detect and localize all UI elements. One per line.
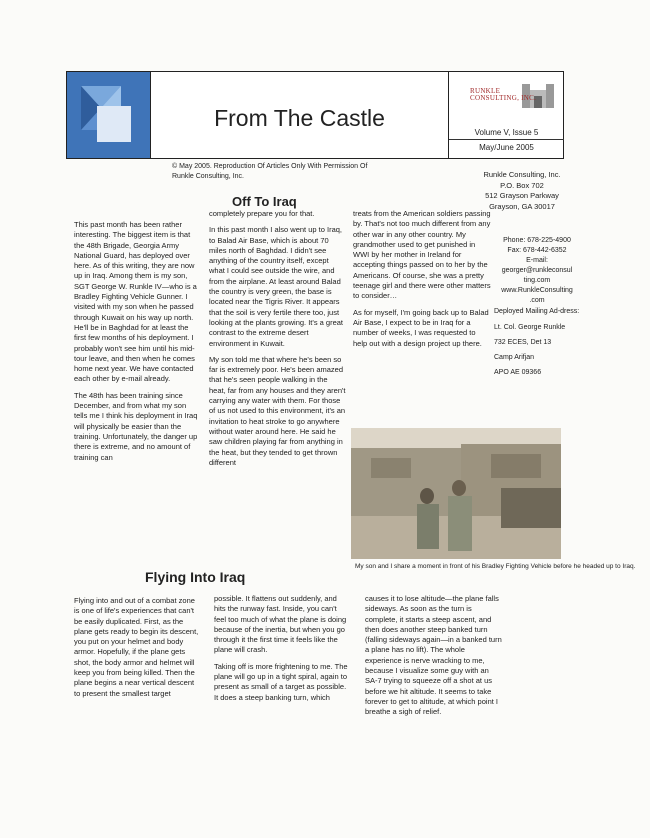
issue-info: [449, 126, 564, 155]
company-address: [462, 170, 582, 212]
email-address[interactable]: ting.com: [523, 277, 551, 284]
mailing-apo: APO AE 09366: [494, 369, 542, 376]
address-line: Runkle Consulting, Inc.: [483, 170, 561, 179]
issue-divider: [449, 139, 564, 140]
paragraph: treats from the American soldiers passing by. That's not too much different from any other war in any other country. My grandmother used to get punished in WWI by her mother in Ireland for accepting things passed on to her by the Americans. Of course, she was a pretty teenage girl and there were other matters to consider…: [353, 209, 491, 301]
issue-date: May/June 2005: [479, 143, 534, 152]
soldiers-photo: [351, 428, 561, 559]
paragraph: The 48th has been training since December, and from what my son tells me I think his deployment in Iraq will physically be easier than the training. Unfortunately, the danger up there is extreme, and no amount of training can: [74, 390, 198, 462]
copyright-line: © May 2005. Reproduction Of Articles Only With Permission Of: [172, 163, 368, 170]
paragraph: Taking off is more frightening to me. The plane will go up in a tight spiral, again to present as small of a target as possible. It does a steep banking turn, which: [214, 661, 348, 702]
paragraph: completely prepare you for that.: [209, 209, 315, 218]
paragraph: This past month has been rather interesting. The biggest item is that the 48th Brigade, Georgia Army National Guard, has deployed over here. As of this writing, they are now up in Iraq. Among them is my son, SGT George W. Runkle IV—who is a Bradley Fighting Vehicle Gunner. I visited with my son when he passed through Kuwait on his way up north. He'll be in Baghdad for at least the first few months of his deployment. I probably won't see him until his mid-tour leave, and then when he comes home next year. We have contacted each other by e-mail already.: [74, 220, 197, 384]
mailing-label: Deployed Mailing Ad-dress:: [494, 308, 580, 315]
mailing-name: Lt. Col. George Runkle: [494, 324, 566, 331]
website-link[interactable]: .com: [529, 297, 545, 304]
website-link[interactable]: www.RunkleConsulting: [501, 287, 573, 294]
copyright-line: Runkle Consulting, Inc.: [172, 173, 244, 180]
contact-info: [492, 236, 582, 306]
issue-volume: Volume V, Issue 5: [474, 128, 539, 137]
copyright-notice: [172, 162, 432, 182]
company-logo: [470, 80, 562, 110]
email-address[interactable]: georger@runkleconsul: [501, 267, 573, 274]
address-line: Grayson, GA 30017: [489, 201, 555, 211]
fax-number: Fax: 678-442-6352: [507, 247, 567, 254]
mailing-unit: 732 ECES, Det 13: [494, 339, 552, 346]
phone-number: Phone: 678-225-4900: [503, 237, 571, 244]
paragraph: possible. It flattens out suddenly, and hits the runway fast. Inside, you can't feel too much of what the plane is doing because of the inertia, but when you go through it the first time it feels like the plane will crash.: [214, 594, 347, 655]
newsletter-title: From The Castle: [214, 105, 385, 131]
email-label: E-mail:: [526, 257, 548, 264]
address-line: P.O. Box 702: [500, 180, 544, 190]
paragraph: Flying into and out of a combat zone is one of life's experiences that can't be easily duplicated. First, as the plane gets ready to begin its descent, you put on your helmet and body armor. Hopefully, if the plane gets shot, the body armor and helmet will keep you from being killed. Then the plane begins a near vertical descent to present the smallest target: [74, 596, 199, 698]
article-column: [74, 220, 200, 469]
article-column: [209, 209, 346, 474]
article-column: [74, 596, 202, 705]
paragraph: In this past month I also went up to Iraq, to Balad Air Base, which is about 70 miles north of Baghdad. I didn't see anything of the country itself, except what I could see outside the wire, and from the airplane. At least around Balad the country is very green, the base is located near the Tigris River. It appears that the soil is very fertile there too, just looking at the plants growing. It's a great contrast to the extreme desert environment in Kuwait.: [209, 225, 344, 348]
article-title: Off To Iraq: [232, 194, 297, 209]
article-column: [365, 594, 503, 724]
paragraph: As for myself, I'm going back up to Balad Air Base, I expect to be in Iraq for a number of weeks, I was requested to help out with a design project up there.: [353, 307, 489, 348]
address-line: 512 Grayson Parkway: [485, 191, 559, 200]
brand-line: CONSULTING, INC.: [470, 94, 537, 102]
paragraph: My son told me that where he's been so far is extremely poor. He's been amazed that he's seen people walking in the heat, far from any houses and they aren't carrying any water with them. For those of us not used to this environment, it's an invitation to heat stroke to go anywhere without water around here. He said he saw children playing far from anything in the heat, but they tended to get thrown different: [209, 354, 346, 467]
company-logo-text: [470, 88, 536, 102]
article-column: [353, 209, 491, 355]
mailing-address: [494, 307, 584, 378]
article-column: [214, 594, 348, 709]
article-title: Flying Into Iraq: [145, 569, 246, 585]
newsletter-logo-icon: [67, 72, 150, 158]
paragraph: causes it to lose altitude—the plane falls sideways. As soon as the turn is complete, it starts a steep ascent, and then does another steep banked turn (falling sideways again—in a banked turn a plane has no lift). The whole experience is nerve wracking to me, because I visualize some guy with an SA-7 trying to squeeze off a shot at us before we hit altitude. It seems to take forever to get to altitude, at which point I breathe a sigh of relief.: [365, 594, 502, 717]
brand-line: RUNKLE: [470, 87, 501, 95]
photo-caption: My son and I share a moment in front of his Bradley Fighting Vehicle before he headed up to Iraq.: [355, 563, 636, 570]
mailing-camp: Camp Arifjan: [494, 354, 535, 361]
